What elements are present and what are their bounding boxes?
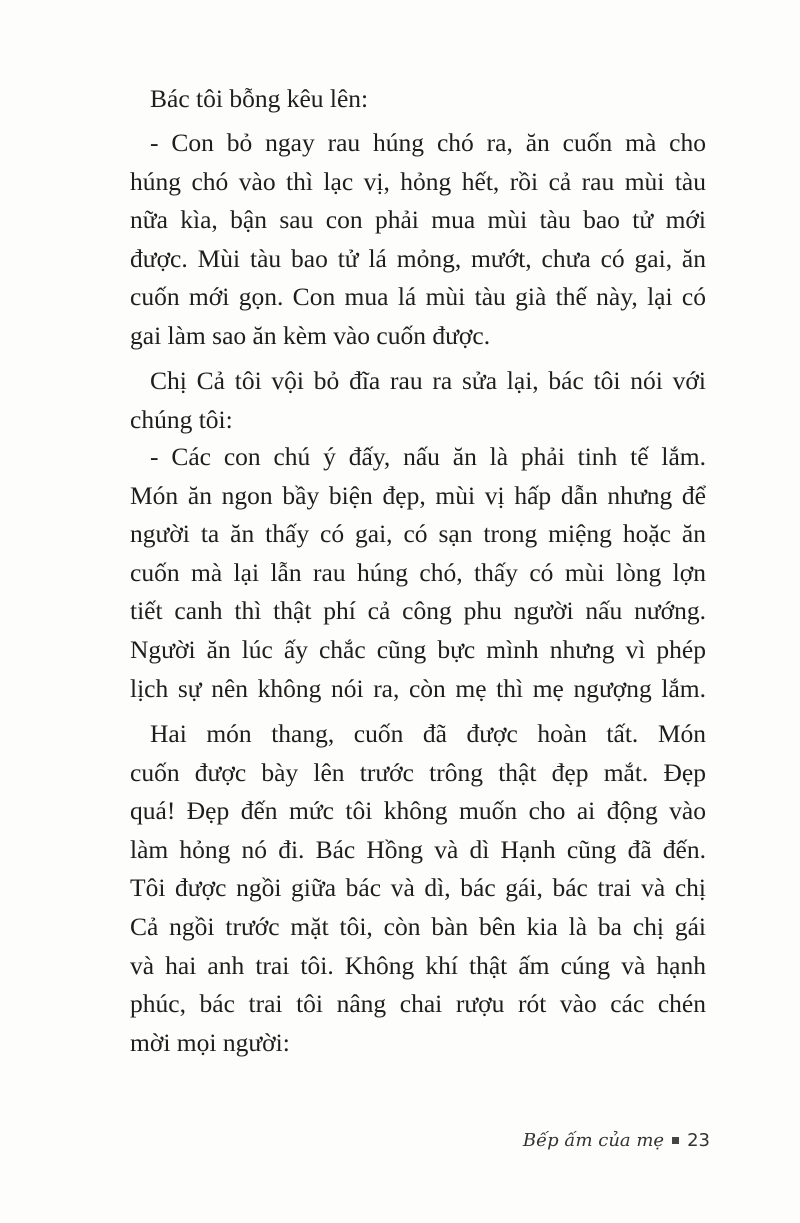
text-line: người ta ăn thấy có gai, có sạn trong miệng hoặc ăn — [130, 519, 706, 549]
text-line: Chị Cả tôi vội bỏ đĩa rau ra sửa lại, bác tôi nói với — [150, 366, 706, 395]
text-line: được. Mùi tàu bao tử lá mỏng, mướt, chưa có gai, ăn — [130, 243, 706, 273]
text-line: Bác tôi bỗng kêu lên: — [150, 84, 369, 113]
text-line: - Các con chú ý đấy, nấu ăn là phải tinh tế lắm. — [150, 442, 706, 471]
text-line: Cả ngồi trước mặt tôi, còn bàn bên kia là ba chị gái — [130, 911, 706, 941]
paragraph-1 — [130, 80, 706, 119]
paragraph-5 — [130, 715, 706, 1062]
text-line: cuốn mà lại lẫn rau húng chó, thấy có mùi lòng lợn — [130, 557, 706, 587]
bullet-separator-icon — [672, 1137, 679, 1144]
text-line: và hai anh trai tôi. Không khí thật ấm cúng và hạnh — [130, 950, 706, 980]
page-number: 23 — [687, 1130, 710, 1151]
text-line: Món ăn ngon bầy biện đẹp, mùi vị hấp dẫn nhưng để — [130, 480, 706, 510]
text-line: cuốn mới gọn. Con mua lá mùi tàu già thế này, lại có — [130, 282, 706, 312]
paragraph-3 — [130, 362, 706, 439]
text-line: Tôi được ngồi giữa bác và dì, bác gái, bác trai và chị — [130, 873, 706, 903]
page-footer — [523, 1130, 710, 1151]
text-line: gai làm sao ăn kèm vào cuốn được. — [130, 320, 491, 350]
paragraph-2 — [130, 124, 706, 356]
text-line: Hai món thang, cuốn đã được hoàn tất. Món — [150, 719, 706, 748]
text-line: tiết canh thì thật phí cả công phu người nấu nướng. — [130, 596, 706, 626]
text-line: chúng tôi: — [130, 404, 233, 434]
text-line: mời mọi người: — [130, 1027, 290, 1057]
text-line: phúc, bác trai tôi nâng chai rượu rót vào các chén — [130, 989, 706, 1019]
text-line: Người ăn lúc ấy chắc cũng bực mình nhưng vì phép — [130, 634, 706, 664]
text-line: cuốn được bày lên trước trông thật đẹp mắt. Đẹp — [130, 757, 706, 787]
text-line: - Con bỏ ngay rau húng chó ra, ăn cuốn mà cho — [150, 128, 706, 157]
text-line: nữa kìa, bận sau con phải mua mùi tàu bao tử mới — [130, 205, 706, 235]
text-line: quá! Đẹp đến mức tôi không muốn cho ai động vào — [130, 796, 706, 826]
text-line: húng chó vào thì lạc vị, hỏng hết, rồi cả rau mùi tàu — [130, 166, 706, 196]
text-line: làm hỏng nó đi. Bác Hồng và dì Hạnh cũng đã đến. — [130, 834, 706, 864]
text-line: lịch sự nên không nói ra, còn mẹ thì mẹ ngượng lắm. — [130, 673, 706, 703]
paragraph-4 — [130, 438, 706, 708]
running-title: Bếp ấm của mẹ — [522, 1130, 665, 1151]
